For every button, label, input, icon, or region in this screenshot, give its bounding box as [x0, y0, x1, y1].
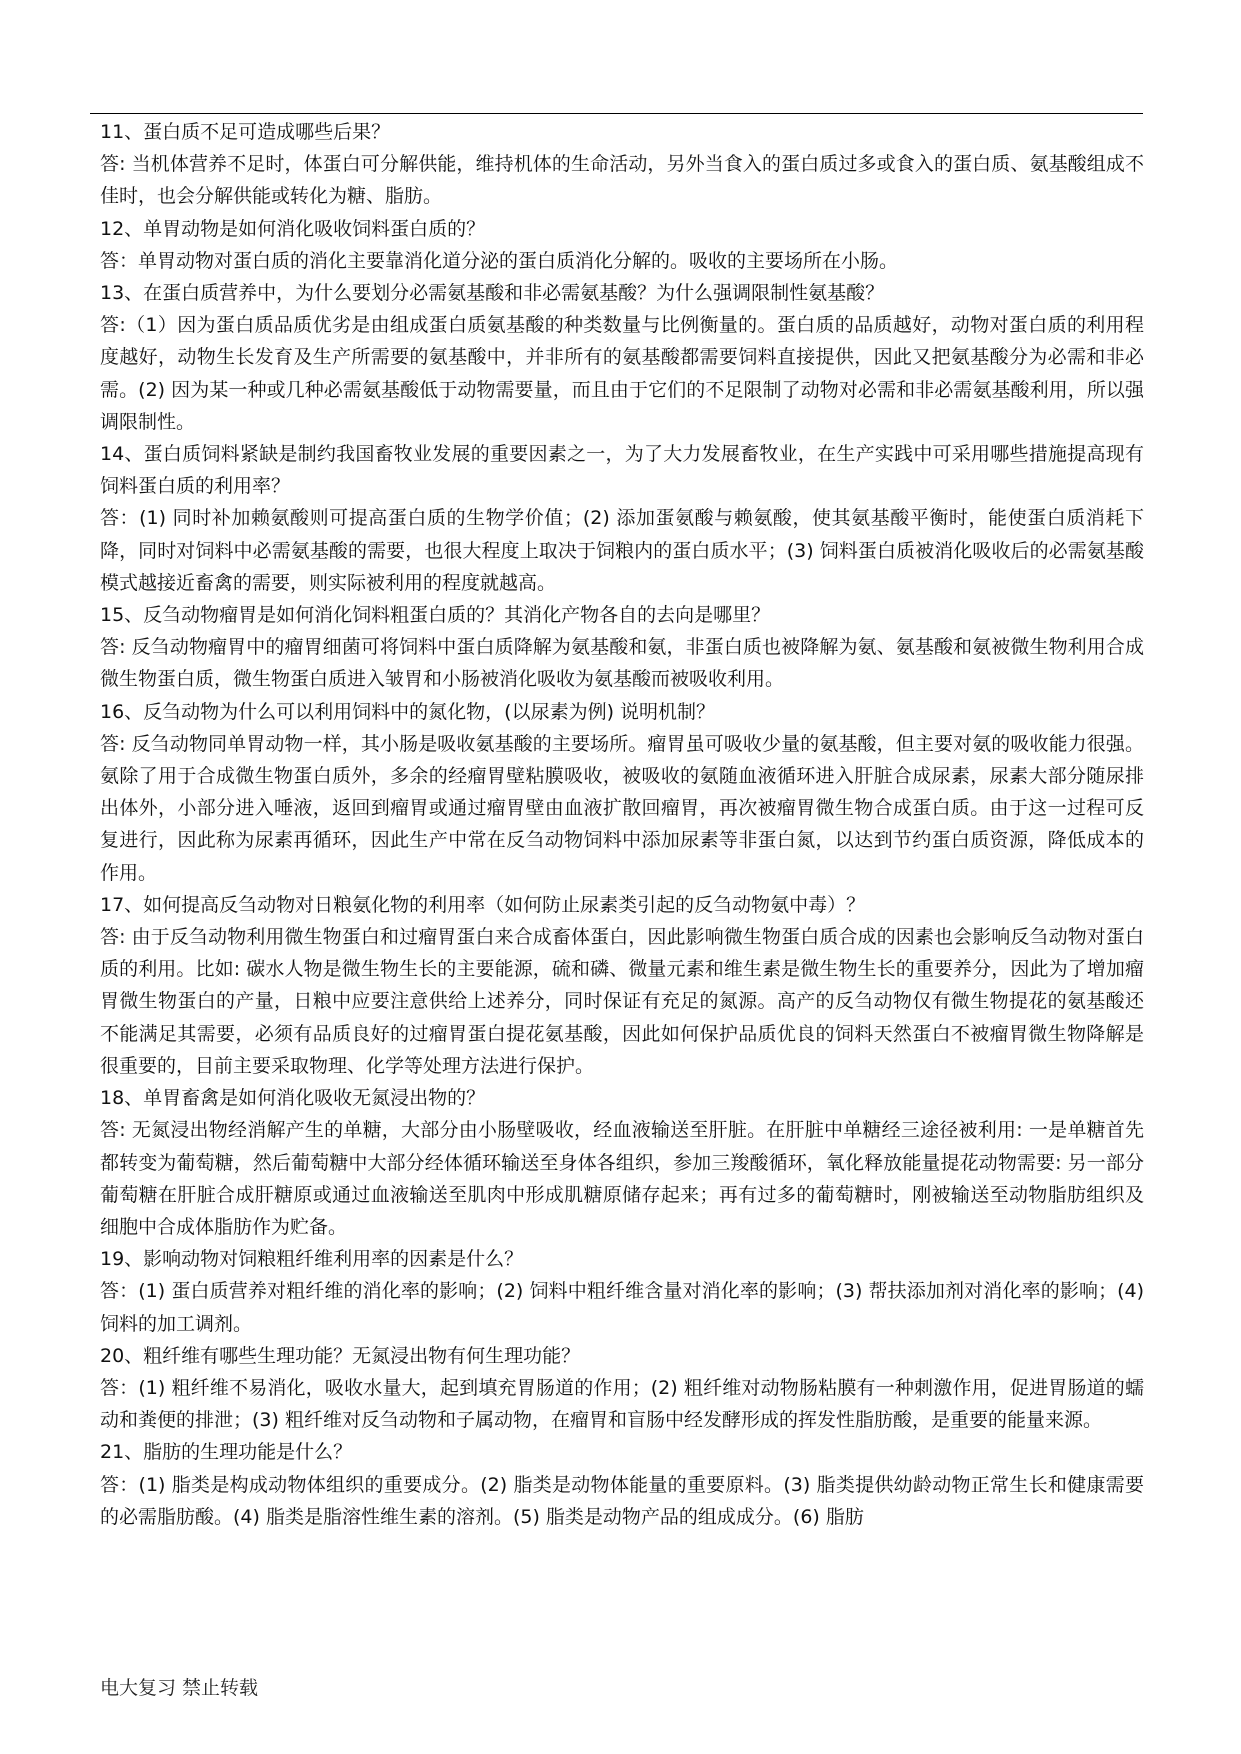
answer-11: 答: 当机体营养不足时，体蛋白可分解供能，维持机体的生命活动，另外当食入的蛋白质过多或食入的蛋白质、氨基酸组成不佳时，也会分解供能或转化为糖、脂肪。 [100, 153, 1144, 208]
header-rule [90, 113, 1143, 114]
answer-13: 答:（1）因为蛋白质品质优劣是由组成蛋白质氨基酸的种类数量与比例衡量的。蛋白质的品质越好，动物对蛋白质的利用程度越好，动物生长发育及生产所需要的氨基酸中，并非所有的氨基酸都需要饲料直接提供，因此又把氨基酸分为必需和非必需。(2) 因为某一种或几种必需氨基酸低于动物需要量，而且由于它们的不足限制了动物对必需和非必需氨基酸利用，所以强调限制性。 [100, 314, 1144, 433]
question-14: 14、蛋白质饲料紧缺是制约我国畜牧业发展的重要因素之一，为了大力发展畜牧业，在生产实践中可采用哪些措施提高现有饲料蛋白质的利用率？ [100, 443, 1144, 498]
answer-21: 答：(1) 脂类是构成动物体组织的重要成分。(2) 脂类是动物体能量的重要原料。(3) 脂类提供幼龄动物正常生长和健康需要的必需脂肪酸。(4) 脂类是脂溶性维生素的溶剂。(5) 脂类是动物产品的组成成分。(6) 脂肪 [100, 1473, 1144, 1528]
qa-content [100, 116, 1144, 1533]
answer-18: 答: 无氮浸出物经消解产生的单糖，大部分由小肠壁吸收，经血液输送至肝脏。在肝脏中单糖经三途径被利用: 一是单糖首先都转变为葡萄糖，然后葡萄糖中大部分经体循环输送至身体各组织，参加三羧酸循环，氧化释放能量提花动物需要: 另一部分葡萄糖在肝脏合成肝糖原或通过血液输送至肌肉中形成肌糖原储存起来；再有过多的葡萄糖时，刚被输送至动物脂肪组织及细胞中合成体脂肪作为贮备。 [100, 1119, 1144, 1238]
question-15: 15、反刍动物瘤胃是如何消化饲料粗蛋白质的？其消化产物各自的去向是哪里？ [100, 604, 771, 627]
question-21: 21、脂肪的生理功能是什么？ [100, 1441, 353, 1464]
answer-16: 答: 反刍动物同单胃动物一样，其小肠是吸收氨基酸的主要场所。瘤胃虽可吸收少量的氨基酸，但主要对氨的吸收能力很强。氨除了用于合成微生物蛋白质外，多余的经瘤胃壁粘膜吸收，被吸收的氨随血液循环进入肝脏合成尿素，尿素大部分随尿排出体外，小部分进入唾液，返回到瘤胃或通过瘤胃壁由血液扩散回瘤胃，再次被瘤胃微生物合成蛋白质。由于这一过程可反复进行，因此称为尿素再循环，因此生产中常在反刍动物饲料中添加尿素等非蛋白氮，以达到节约蛋白质资源，降低成本的作用。 [100, 732, 1144, 884]
question-19: 19、影响动物对饲粮粗纤维利用率的因素是什么？ [100, 1248, 524, 1271]
question-16: 16、反刍动物为什么可以利用饲料中的氮化物，(以尿素为例) 说明机制？ [100, 700, 716, 723]
answer-20: 答：(1) 粗纤维不易消化，吸收水量大，起到填充胃肠道的作用；(2) 粗纤维对动物肠粘膜有一种刺激作用，促进胃肠道的蠕动和粪便的排泄；(3) 粗纤维对反刍动物和子属动物，在瘤胃和盲肠中经发酵形成的挥发性脂肪酸，是重要的能量来源。 [100, 1376, 1144, 1432]
answer-14: 答：(1) 同时补加赖氨酸则可提高蛋白质的生物学价值；(2) 添加蛋氨酸与赖氨酸，使其氨基酸平衡时，能使蛋白质消耗下降，同时对饲料中必需氨基酸的需要，也很大程度上取决于饲粮内的蛋白质水平；(3) 饲料蛋白质被消化吸收后的必需氨基酸模式越接近畜禽的需要，则实际被利用的程度就越高。 [100, 507, 1144, 594]
answer-12: 答：单胃动物对蛋白质的消化主要靠消化道分泌的蛋白质消化分解的。吸收的主要场所在小肠。 [100, 249, 899, 272]
answer-15: 答: 反刍动物瘤胃中的瘤胃细菌可将饲料中蛋白质降解为氨基酸和氨，非蛋白质也被降解为氨、氨基酸和氨被微生物利用合成微生物蛋白质，微生物蛋白质进入皱胃和小肠被消化吸收为氨基酸而被吸收利用。 [100, 636, 1144, 691]
question-17: 17、如何提高反刍动物对日粮氨化物的利用率（如何防止尿素类引起的反刍动物氨中毒）？ [100, 893, 866, 916]
answer-17: 答: 由于反刍动物利用微生物蛋白和过瘤胃蛋白来合成畜体蛋白，因此影响微生物蛋白质合成的因素也会影响反刍动物对蛋白质的利用。比如: 碳水人物是微生物生长的主要能源，硫和磷、微量元素和维生素是微生物生长的重要养分，因此为了增加瘤胃微生物蛋白的产量，日粮中应要注意供给上述养分，同时保证有充足的氮源。高产的反刍动物仅有微生物提花的氨基酸还不能满足其需要，必须有品质良好的过瘤胃蛋白提花氨基酸，因此如何保护品质优良的饲料天然蛋白不被瘤胃微生物降解是很重要的，目前主要采取物理、化学等处理方法进行保护。 [100, 926, 1144, 1077]
question-12: 12、单胃动物是如何消化吸收饲料蛋白质的？ [100, 217, 486, 240]
answer-19: 答：(1) 蛋白质营养对粗纤维的消化率的影响；(2) 饲料中粗纤维含量对消化率的影响；(3) 帮扶添加剂对消化率的影响；(4) 饲料的加工调剂。 [100, 1280, 1144, 1335]
question-18: 18、单胃畜禽是如何消化吸收无氮浸出物的？ [100, 1087, 486, 1110]
question-11: 11、蛋白质不足可造成哪些后果？ [100, 121, 391, 143]
page-footer: 电大复习 禁止转载 [100, 1677, 259, 1699]
question-13: 13、在蛋白质营养中，为什么要划分必需氨基酸和非必需氨基酸？为什么强调限制性氨基酸？ [100, 282, 885, 305]
question-20: 20、粗纤维有哪些生理功能？无氮浸出物有何生理功能？ [100, 1344, 581, 1367]
